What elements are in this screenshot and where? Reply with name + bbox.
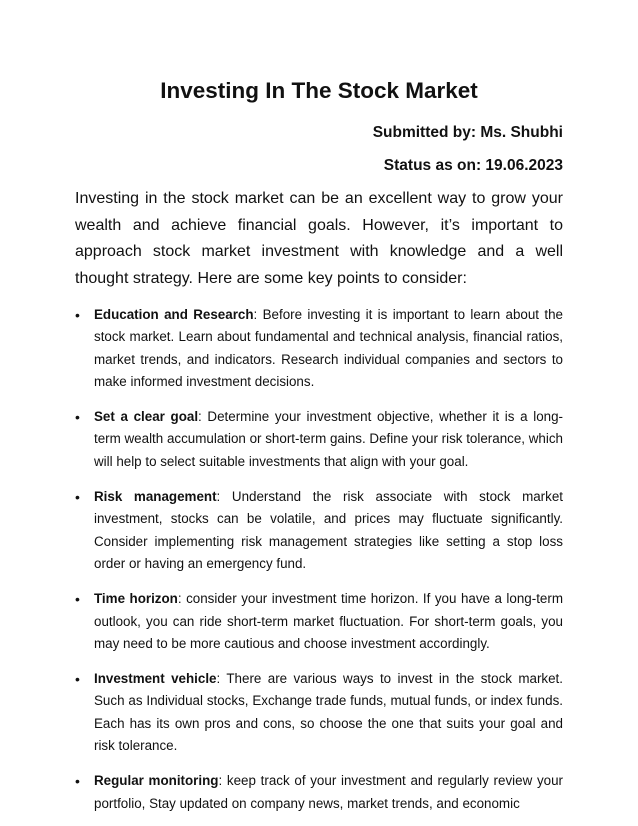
list-item <box>75 668 563 757</box>
key-points-list <box>75 304 563 815</box>
point-term: Set a clear goal <box>94 409 199 425</box>
list-item <box>75 486 563 575</box>
point-term: Investment vehicle <box>94 671 217 687</box>
point-text: : consider your investment time horizon. If you have a long-term outlook, you can ride short-term market fluctuation. For short-term goals, you may need to be more cautious and choose investment accordingly. <box>94 591 563 651</box>
point-text: : Before investing it is important to learn about the stock market. Learn about fundamental and technical analysis, financial ratios, market trends, and indicators. Research individual companies and sectors to make informed investment decisions. <box>94 307 563 389</box>
point-text: : keep track of your investment and regularly review your portfolio, Stay updated on company news, market trends, and economic <box>94 773 563 811</box>
list-item <box>75 406 563 473</box>
list-item <box>75 588 563 655</box>
bullet-icon: • <box>75 307 80 323</box>
bullet-icon: • <box>75 489 80 506</box>
point-text: : There are various ways to invest in the stock market. Such as Individual stocks, Exchange trade funds, mutual funds, or index funds. Each has its own pros and cons, so choose the one that suits your goal and risk tolerance. <box>94 671 563 754</box>
point-term: Education and Research <box>94 307 254 322</box>
list-item <box>75 770 563 815</box>
bullet-icon: • <box>75 671 80 688</box>
point-term: Risk management <box>94 489 217 505</box>
point-term: Regular monitoring <box>94 773 219 789</box>
intro-paragraph: Investing in the stock market can be an excellent way to grow your wealth and achieve financial goals. However, it’s important to approach stock market investment with knowledge and a well thought strategy. Here are some key points to consider: <box>75 190 563 287</box>
point-text: : Determine your investment objective, whether it is a long-term wealth accumulation or short-term gains. Define your risk tolerance, which will help to select suitable investments that align with your goal. <box>94 409 563 469</box>
status-date: Status as on: 19.06.2023 <box>383 157 563 174</box>
document-title: Investing In The Stock Market <box>160 78 478 103</box>
submitted-by: Submitted by: Ms. Shubhi <box>372 124 563 141</box>
list-item <box>75 304 563 393</box>
bullet-icon: • <box>75 591 80 608</box>
point-term: Time horizon <box>94 591 178 607</box>
point-text: : Understand the risk associate with stock market investment, stocks can be volatile, and prices may fluctuate significantly. Consider implementing risk management strategies like setting a stop loss order or having an emergency fund. <box>94 489 563 571</box>
bullet-icon: • <box>75 773 80 790</box>
bullet-icon: • <box>75 409 80 426</box>
